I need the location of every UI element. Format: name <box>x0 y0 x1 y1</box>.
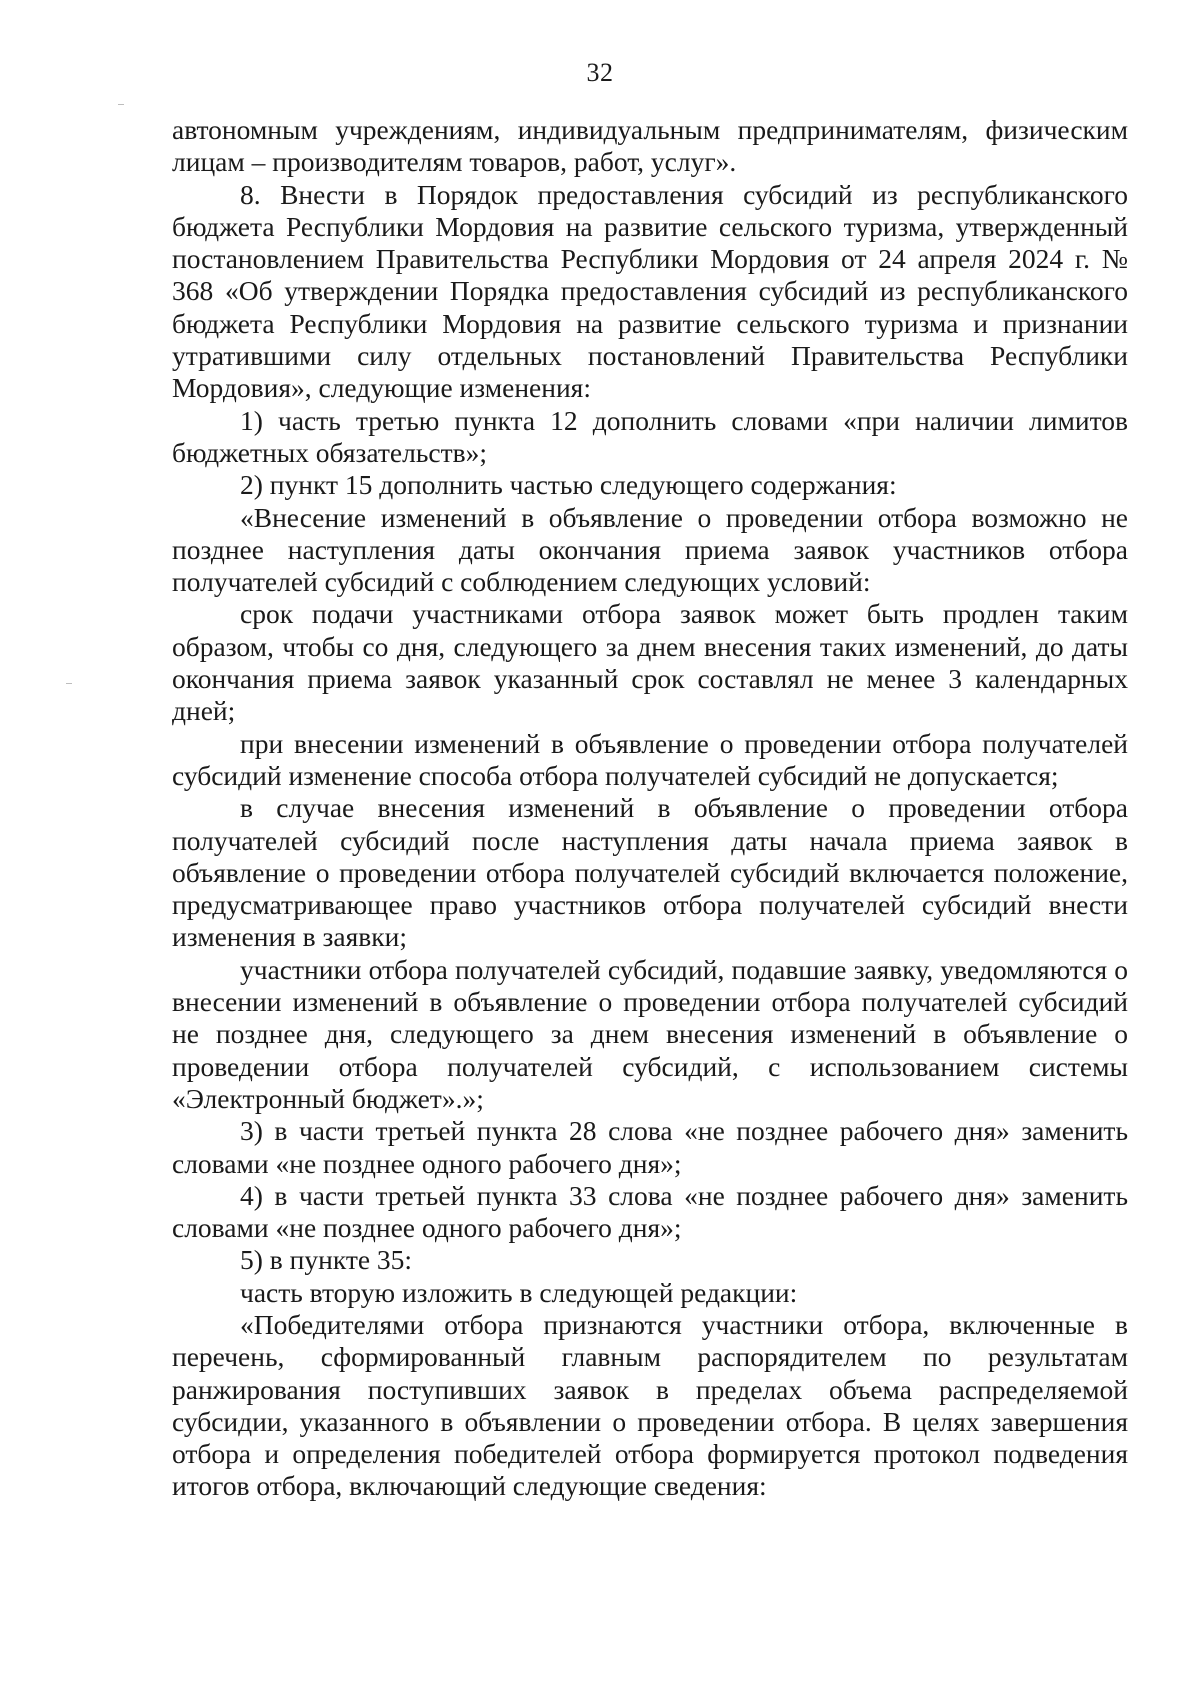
paragraph-quote-5: участники отбора получателей субсидий, подавшие заявку, уведомляются о внесении изменений в объявление о проведении отбора получателей субсидий не позднее дня, следующего за днем внесения изменений в объявление о проведении отбора получателей субсидий, с использованием системы «Электронный бюджет».»; <box>172 953 1128 1114</box>
paragraph-subitem-1: 1) часть третью пункта 12 дополнить словами «при наличии лимитов бюджетных обязательств»; <box>172 404 1128 468</box>
paragraph-continuation: автономным учреждениям, индивидуальным предпринимателям, физическим лицам – производителям товаров, работ, услуг». <box>172 114 1128 178</box>
paragraph-quote-1: «Внесение изменений в объявление о проведении отбора возможно не позднее наступления даты окончания приема заявок участников отбора получателей субсидий с соблюдением следующих условий: <box>172 501 1128 598</box>
scan-artifact <box>66 683 72 684</box>
paragraph-quote-6: «Победителями отбора признаются участники отбора, включенные в перечень, сформированный главным распорядителем по результатам ранжирования поступивших заявок в пределах объема распределяемой субсидии, указанного в объявлении о проведении отбора. В целях завершения отбора и определения победителей отбора формируется протокол подведения итогов отбора, включающий следующие сведения: <box>172 1308 1128 1502</box>
page-number: 32 <box>586 58 614 87</box>
paragraph-subitem-5: 5) в пункте 35: <box>240 1244 413 1276</box>
paragraph-quote-4: в случае внесения изменений в объявление о проведении отбора получателей субсидий после наступления даты начала приема заявок в объявление о проведении отбора получателей субсидий включается положение, предусматривающее право участников отбора получателей субсидий внести изменения в заявки; <box>172 792 1128 953</box>
paragraph-subitem-3: 3) в части третьей пункта 28 слова «не позднее рабочего дня» заменить словами «не позднее одного рабочего дня»; <box>172 1115 1128 1179</box>
paragraph-item-8: 8. Внести в Порядок предоставления субсидий из республиканского бюджета Республики Мордовия на развитие сельского туризма, утвержденный постановлением Правительства Республики Мордовия от 24 апреля 2024 г. № 368 «Об утверждении Порядка предоставления субсидий из республиканского бюджета Республики Мордовия на развитие сельского туризма и признании утратившими силу отдельных постановлений Правительства Республики Мордовия», следующие изменения: <box>172 178 1128 404</box>
paragraph-subitem-4: 4) в части третьей пункта 33 слова «не позднее рабочего дня» заменить словами «не позднее одного рабочего дня»; <box>172 1179 1128 1244</box>
paragraph-subitem-5-a: часть вторую изложить в следующей редакции: <box>240 1276 798 1308</box>
paragraph-subitem-2: 2) пункт 15 дополнить частью следующего содержания: <box>240 469 897 501</box>
paragraph-quote-2: срок подачи участниками отбора заявок может быть продлен таким образом, чтобы со дня, следующего за днем внесения таких изменений, до даты окончания приема заявок указанный срок составлял не менее 3 календарных дней; <box>172 598 1128 727</box>
document-body <box>172 114 1128 1503</box>
paragraph-quote-3: при внесении изменений в объявление о проведении отбора получателей субсидий изменение способа отбора получателей субсидий не допускается; <box>172 727 1128 791</box>
scan-artifact <box>118 104 124 105</box>
